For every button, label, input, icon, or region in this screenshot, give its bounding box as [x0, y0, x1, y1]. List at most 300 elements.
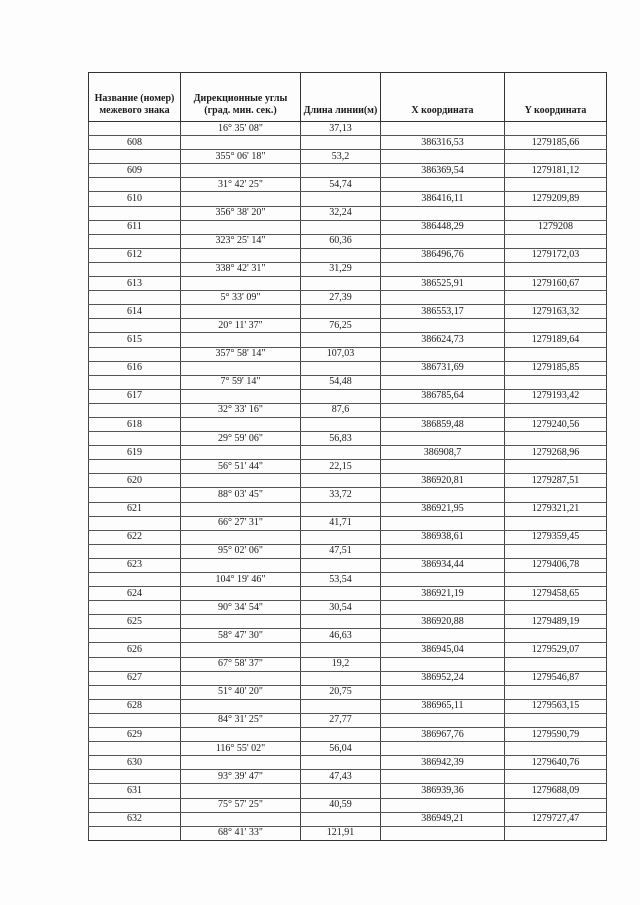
x-coordinate-cell	[381, 770, 505, 784]
point-name-cell	[89, 178, 181, 192]
y-coordinate-cell: 1279189,64	[505, 333, 607, 347]
y-coordinate-cell	[505, 657, 607, 671]
y-coordinate-cell	[505, 432, 607, 446]
line-length-cell: 60,36	[301, 234, 381, 248]
line-length-cell	[301, 812, 381, 826]
y-coordinate-cell	[505, 403, 607, 417]
segment-row	[89, 403, 607, 417]
y-coordinate-cell	[505, 770, 607, 784]
y-coordinate-cell: 1279727,47	[505, 812, 607, 826]
point-name-cell	[89, 516, 181, 530]
point-name-cell: 629	[89, 728, 181, 742]
x-coordinate-cell: 386496,76	[381, 248, 505, 262]
point-row	[89, 305, 607, 319]
y-coordinate-cell: 1279268,96	[505, 446, 607, 460]
point-row	[89, 220, 607, 234]
direction-angle-cell	[181, 389, 301, 403]
line-length-cell: 53,2	[301, 150, 381, 164]
x-coordinate-cell: 386921,19	[381, 587, 505, 601]
line-length-cell	[301, 699, 381, 713]
y-coordinate-cell	[505, 742, 607, 756]
direction-angle-cell	[181, 192, 301, 206]
y-coordinate-cell: 1279458,65	[505, 587, 607, 601]
direction-angle-cell: 7° 59' 14"	[181, 375, 301, 389]
y-coordinate-cell: 1279181,12	[505, 164, 607, 178]
y-coordinate-cell: 1279185,66	[505, 136, 607, 150]
point-name-cell	[89, 319, 181, 333]
point-name-cell: 619	[89, 446, 181, 460]
point-name-cell	[89, 488, 181, 502]
segment-row	[89, 826, 607, 840]
line-length-cell: 87,6	[301, 403, 381, 417]
point-name-cell: 610	[89, 192, 181, 206]
line-length-cell: 30,54	[301, 601, 381, 615]
line-length-cell	[301, 615, 381, 629]
y-coordinate-cell: 1279406,78	[505, 558, 607, 572]
y-coordinate-cell	[505, 206, 607, 220]
x-coordinate-cell	[381, 432, 505, 446]
point-name-cell	[89, 375, 181, 389]
point-row	[89, 699, 607, 713]
point-name-cell	[89, 206, 181, 220]
line-length-cell	[301, 361, 381, 375]
y-coordinate-cell	[505, 262, 607, 276]
y-coordinate-cell: 1279688,09	[505, 784, 607, 798]
point-name-cell: 614	[89, 305, 181, 319]
x-coordinate-cell	[381, 319, 505, 333]
point-row	[89, 615, 607, 629]
line-length-cell: 53,54	[301, 573, 381, 587]
point-name-cell	[89, 629, 181, 643]
direction-angle-cell: 357° 58' 14"	[181, 347, 301, 361]
y-coordinate-cell	[505, 826, 607, 840]
point-name-cell: 623	[89, 558, 181, 572]
y-coordinate-cell: 1279590,79	[505, 728, 607, 742]
y-coordinate-cell: 1279321,21	[505, 502, 607, 516]
x-coordinate-cell: 386942,39	[381, 756, 505, 770]
direction-angle-cell	[181, 220, 301, 234]
x-coordinate-cell: 386921,95	[381, 502, 505, 516]
line-length-cell: 54,48	[301, 375, 381, 389]
line-length-cell: 33,72	[301, 488, 381, 502]
point-name-cell: 613	[89, 277, 181, 291]
x-coordinate-cell	[381, 544, 505, 558]
y-coordinate-cell: 1279529,07	[505, 643, 607, 657]
point-name-cell: 615	[89, 333, 181, 347]
line-length-cell	[301, 784, 381, 798]
y-coordinate-cell: 1279563,15	[505, 699, 607, 713]
direction-angle-cell: 355° 06' 18"	[181, 150, 301, 164]
segment-row	[89, 742, 607, 756]
y-coordinate-cell	[505, 601, 607, 615]
y-coordinate-cell	[505, 629, 607, 643]
direction-angle-cell: 95° 02' 06"	[181, 544, 301, 558]
direction-angle-cell: 323° 25' 14"	[181, 234, 301, 248]
y-coordinate-cell: 1279193,42	[505, 389, 607, 403]
point-name-cell: 631	[89, 784, 181, 798]
y-coordinate-cell	[505, 122, 607, 136]
point-name-cell	[89, 150, 181, 164]
direction-angle-cell	[181, 615, 301, 629]
x-coordinate-cell: 386416,11	[381, 192, 505, 206]
point-row	[89, 643, 607, 657]
direction-angle-cell	[181, 699, 301, 713]
y-coordinate-cell: 1279208	[505, 220, 607, 234]
y-coordinate-cell: 1279160,67	[505, 277, 607, 291]
table-header	[89, 73, 607, 122]
x-coordinate-cell: 386920,81	[381, 474, 505, 488]
x-coordinate-cell: 386939,36	[381, 784, 505, 798]
line-length-cell: 76,25	[301, 319, 381, 333]
point-name-cell: 627	[89, 671, 181, 685]
direction-angle-cell: 32° 33' 16"	[181, 403, 301, 417]
segment-row	[89, 375, 607, 389]
x-coordinate-cell: 386920,88	[381, 615, 505, 629]
y-coordinate-cell	[505, 291, 607, 305]
x-coordinate-cell: 386785,64	[381, 389, 505, 403]
line-length-cell: 41,71	[301, 516, 381, 530]
y-coordinate-cell	[505, 516, 607, 530]
direction-angle-cell	[181, 812, 301, 826]
point-row	[89, 558, 607, 572]
point-row	[89, 361, 607, 375]
segment-row	[89, 573, 607, 587]
x-coordinate-cell: 386553,17	[381, 305, 505, 319]
line-length-cell: 37,13	[301, 122, 381, 136]
direction-angle-cell: 104° 19' 46"	[181, 573, 301, 587]
point-name-cell: 609	[89, 164, 181, 178]
point-name-cell	[89, 826, 181, 840]
point-name-cell	[89, 262, 181, 276]
line-length-cell	[301, 192, 381, 206]
coordinates-table	[88, 72, 607, 841]
point-row	[89, 587, 607, 601]
point-row	[89, 671, 607, 685]
x-coordinate-cell: 386731,69	[381, 361, 505, 375]
x-coordinate-cell	[381, 291, 505, 305]
direction-angle-cell	[181, 333, 301, 347]
line-length-cell	[301, 728, 381, 742]
direction-angle-cell: 90° 34' 54"	[181, 601, 301, 615]
line-length-cell: 27,77	[301, 713, 381, 727]
point-row	[89, 502, 607, 516]
x-coordinate-cell	[381, 713, 505, 727]
y-coordinate-cell	[505, 375, 607, 389]
line-length-cell	[301, 502, 381, 516]
x-coordinate-cell: 386967,76	[381, 728, 505, 742]
line-length-cell	[301, 389, 381, 403]
line-length-cell: 40,59	[301, 798, 381, 812]
x-coordinate-cell	[381, 573, 505, 587]
direction-angle-cell	[181, 417, 301, 431]
point-name-cell	[89, 432, 181, 446]
point-row	[89, 756, 607, 770]
segment-row	[89, 291, 607, 305]
segment-row	[89, 234, 607, 248]
point-row	[89, 192, 607, 206]
direction-angle-cell	[181, 502, 301, 516]
point-name-cell: 628	[89, 699, 181, 713]
table-body	[89, 122, 607, 841]
x-coordinate-cell: 386859,48	[381, 417, 505, 431]
x-coordinate-cell: 386949,21	[381, 812, 505, 826]
point-row	[89, 530, 607, 544]
segment-row	[89, 601, 607, 615]
line-length-cell: 31,29	[301, 262, 381, 276]
direction-angle-cell: 93° 39' 47"	[181, 770, 301, 784]
point-name-cell	[89, 544, 181, 558]
y-coordinate-cell	[505, 488, 607, 502]
x-coordinate-cell	[381, 742, 505, 756]
x-coordinate-cell: 386952,24	[381, 671, 505, 685]
point-name-cell: 621	[89, 502, 181, 516]
direction-angle-cell	[181, 558, 301, 572]
point-name-cell: 632	[89, 812, 181, 826]
direction-angle-cell	[181, 248, 301, 262]
header-direction-angle: Дирекционные углы (град. мин. сек.)	[181, 73, 301, 122]
point-name-cell: 624	[89, 587, 181, 601]
point-name-cell	[89, 657, 181, 671]
x-coordinate-cell	[381, 150, 505, 164]
point-name-cell	[89, 403, 181, 417]
y-coordinate-cell: 1279172,03	[505, 248, 607, 262]
y-coordinate-cell	[505, 798, 607, 812]
segment-row	[89, 713, 607, 727]
direction-angle-cell: 75° 57' 25"	[181, 798, 301, 812]
direction-angle-cell: 84° 31' 25"	[181, 713, 301, 727]
direction-angle-cell: 88° 03' 45"	[181, 488, 301, 502]
segment-row	[89, 150, 607, 164]
line-length-cell	[301, 756, 381, 770]
x-coordinate-cell: 386908,7	[381, 446, 505, 460]
segment-row	[89, 206, 607, 220]
y-coordinate-cell	[505, 234, 607, 248]
x-coordinate-cell	[381, 375, 505, 389]
direction-angle-cell: 29° 59' 06"	[181, 432, 301, 446]
line-length-cell: 107,03	[301, 347, 381, 361]
x-coordinate-cell	[381, 657, 505, 671]
direction-angle-cell	[181, 671, 301, 685]
point-name-cell: 630	[89, 756, 181, 770]
direction-angle-cell: 58° 47' 30"	[181, 629, 301, 643]
point-row	[89, 812, 607, 826]
y-coordinate-cell: 1279185,85	[505, 361, 607, 375]
line-length-cell	[301, 643, 381, 657]
point-name-cell: 608	[89, 136, 181, 150]
y-coordinate-cell: 1279209,89	[505, 192, 607, 206]
direction-angle-cell	[181, 361, 301, 375]
line-length-cell: 19,2	[301, 657, 381, 671]
line-length-cell	[301, 220, 381, 234]
point-name-cell: 626	[89, 643, 181, 657]
point-name-cell	[89, 573, 181, 587]
direction-angle-cell: 338° 42' 31"	[181, 262, 301, 276]
line-length-cell	[301, 446, 381, 460]
line-length-cell: 46,63	[301, 629, 381, 643]
point-name-cell	[89, 742, 181, 756]
direction-angle-cell: 66° 27' 31"	[181, 516, 301, 530]
line-length-cell	[301, 587, 381, 601]
segment-row	[89, 262, 607, 276]
direction-angle-cell	[181, 530, 301, 544]
line-length-cell: 47,43	[301, 770, 381, 784]
x-coordinate-cell	[381, 403, 505, 417]
point-name-cell	[89, 460, 181, 474]
header-x-coordinate: X координата	[381, 73, 505, 122]
point-name-cell: 620	[89, 474, 181, 488]
direction-angle-cell: 56° 51' 44"	[181, 460, 301, 474]
x-coordinate-cell: 386448,29	[381, 220, 505, 234]
direction-angle-cell: 67° 58' 37"	[181, 657, 301, 671]
point-name-cell	[89, 713, 181, 727]
line-length-cell	[301, 305, 381, 319]
point-name-cell	[89, 798, 181, 812]
y-coordinate-cell: 1279287,51	[505, 474, 607, 488]
y-coordinate-cell	[505, 150, 607, 164]
point-name-cell	[89, 685, 181, 699]
header-line-length: Длина линии(м)	[301, 73, 381, 122]
segment-row	[89, 544, 607, 558]
x-coordinate-cell: 386945,04	[381, 643, 505, 657]
x-coordinate-cell	[381, 347, 505, 361]
line-length-cell: 121,91	[301, 826, 381, 840]
point-name-cell: 625	[89, 615, 181, 629]
point-row	[89, 248, 607, 262]
line-length-cell: 27,39	[301, 291, 381, 305]
direction-angle-cell	[181, 728, 301, 742]
point-name-cell: 611	[89, 220, 181, 234]
direction-angle-cell: 116° 55' 02"	[181, 742, 301, 756]
x-coordinate-cell	[381, 488, 505, 502]
line-length-cell	[301, 474, 381, 488]
direction-angle-cell	[181, 756, 301, 770]
x-coordinate-cell: 386934,44	[381, 558, 505, 572]
point-name-cell: 617	[89, 389, 181, 403]
direction-angle-cell: 31° 42' 25"	[181, 178, 301, 192]
point-name-cell	[89, 234, 181, 248]
direction-angle-cell	[181, 587, 301, 601]
x-coordinate-cell: 386525,91	[381, 277, 505, 291]
y-coordinate-cell: 1279359,45	[505, 530, 607, 544]
line-length-cell	[301, 417, 381, 431]
x-coordinate-cell	[381, 516, 505, 530]
line-length-cell	[301, 136, 381, 150]
x-coordinate-cell	[381, 826, 505, 840]
line-length-cell: 54,74	[301, 178, 381, 192]
point-row	[89, 164, 607, 178]
segment-row	[89, 798, 607, 812]
y-coordinate-cell: 1279640,76	[505, 756, 607, 770]
segment-row	[89, 488, 607, 502]
y-coordinate-cell	[505, 685, 607, 699]
point-row	[89, 333, 607, 347]
x-coordinate-cell	[381, 460, 505, 474]
direction-angle-cell: 5° 33' 09"	[181, 291, 301, 305]
point-name-cell	[89, 291, 181, 305]
y-coordinate-cell	[505, 544, 607, 558]
segment-row	[89, 319, 607, 333]
segment-row	[89, 432, 607, 446]
direction-angle-cell	[181, 784, 301, 798]
direction-angle-cell: 16° 35' 08"	[181, 122, 301, 136]
point-name-cell: 616	[89, 361, 181, 375]
direction-angle-cell	[181, 136, 301, 150]
y-coordinate-cell	[505, 347, 607, 361]
point-name-cell	[89, 347, 181, 361]
x-coordinate-cell: 386938,61	[381, 530, 505, 544]
segment-row	[89, 629, 607, 643]
segment-row	[89, 685, 607, 699]
direction-angle-cell	[181, 305, 301, 319]
segment-row	[89, 516, 607, 530]
x-coordinate-cell: 386965,11	[381, 699, 505, 713]
point-row	[89, 474, 607, 488]
direction-angle-cell: 356° 38' 20"	[181, 206, 301, 220]
direction-angle-cell: 68° 41' 33"	[181, 826, 301, 840]
line-length-cell	[301, 277, 381, 291]
line-length-cell: 20,75	[301, 685, 381, 699]
point-row	[89, 389, 607, 403]
point-name-cell	[89, 122, 181, 136]
point-row	[89, 728, 607, 742]
y-coordinate-cell: 1279489,19	[505, 615, 607, 629]
y-coordinate-cell	[505, 573, 607, 587]
x-coordinate-cell	[381, 178, 505, 192]
y-coordinate-cell	[505, 460, 607, 474]
segment-row	[89, 122, 607, 136]
point-name-cell: 618	[89, 417, 181, 431]
point-name-cell	[89, 770, 181, 784]
line-length-cell	[301, 248, 381, 262]
line-length-cell: 56,04	[301, 742, 381, 756]
point-name-cell: 622	[89, 530, 181, 544]
segment-row	[89, 770, 607, 784]
segment-row	[89, 347, 607, 361]
point-row	[89, 417, 607, 431]
line-length-cell: 22,15	[301, 460, 381, 474]
x-coordinate-cell	[381, 122, 505, 136]
x-coordinate-cell	[381, 798, 505, 812]
point-row	[89, 136, 607, 150]
point-row	[89, 784, 607, 798]
direction-angle-cell	[181, 446, 301, 460]
direction-angle-cell: 51° 40' 20"	[181, 685, 301, 699]
y-coordinate-cell	[505, 319, 607, 333]
x-coordinate-cell	[381, 262, 505, 276]
header-point-name: Название (номер) межевого знака	[89, 73, 181, 122]
x-coordinate-cell	[381, 234, 505, 248]
y-coordinate-cell	[505, 178, 607, 192]
direction-angle-cell: 20° 11' 37"	[181, 319, 301, 333]
segment-row	[89, 460, 607, 474]
y-coordinate-cell	[505, 713, 607, 727]
direction-angle-cell	[181, 164, 301, 178]
y-coordinate-cell: 1279546,87	[505, 671, 607, 685]
line-length-cell: 32,24	[301, 206, 381, 220]
y-coordinate-cell: 1279163,32	[505, 305, 607, 319]
direction-angle-cell	[181, 277, 301, 291]
point-row	[89, 277, 607, 291]
x-coordinate-cell: 386316,53	[381, 136, 505, 150]
x-coordinate-cell: 386369,54	[381, 164, 505, 178]
x-coordinate-cell	[381, 601, 505, 615]
line-length-cell: 56,83	[301, 432, 381, 446]
line-length-cell	[301, 671, 381, 685]
segment-row	[89, 178, 607, 192]
point-name-cell: 612	[89, 248, 181, 262]
segment-row	[89, 657, 607, 671]
direction-angle-cell	[181, 474, 301, 488]
